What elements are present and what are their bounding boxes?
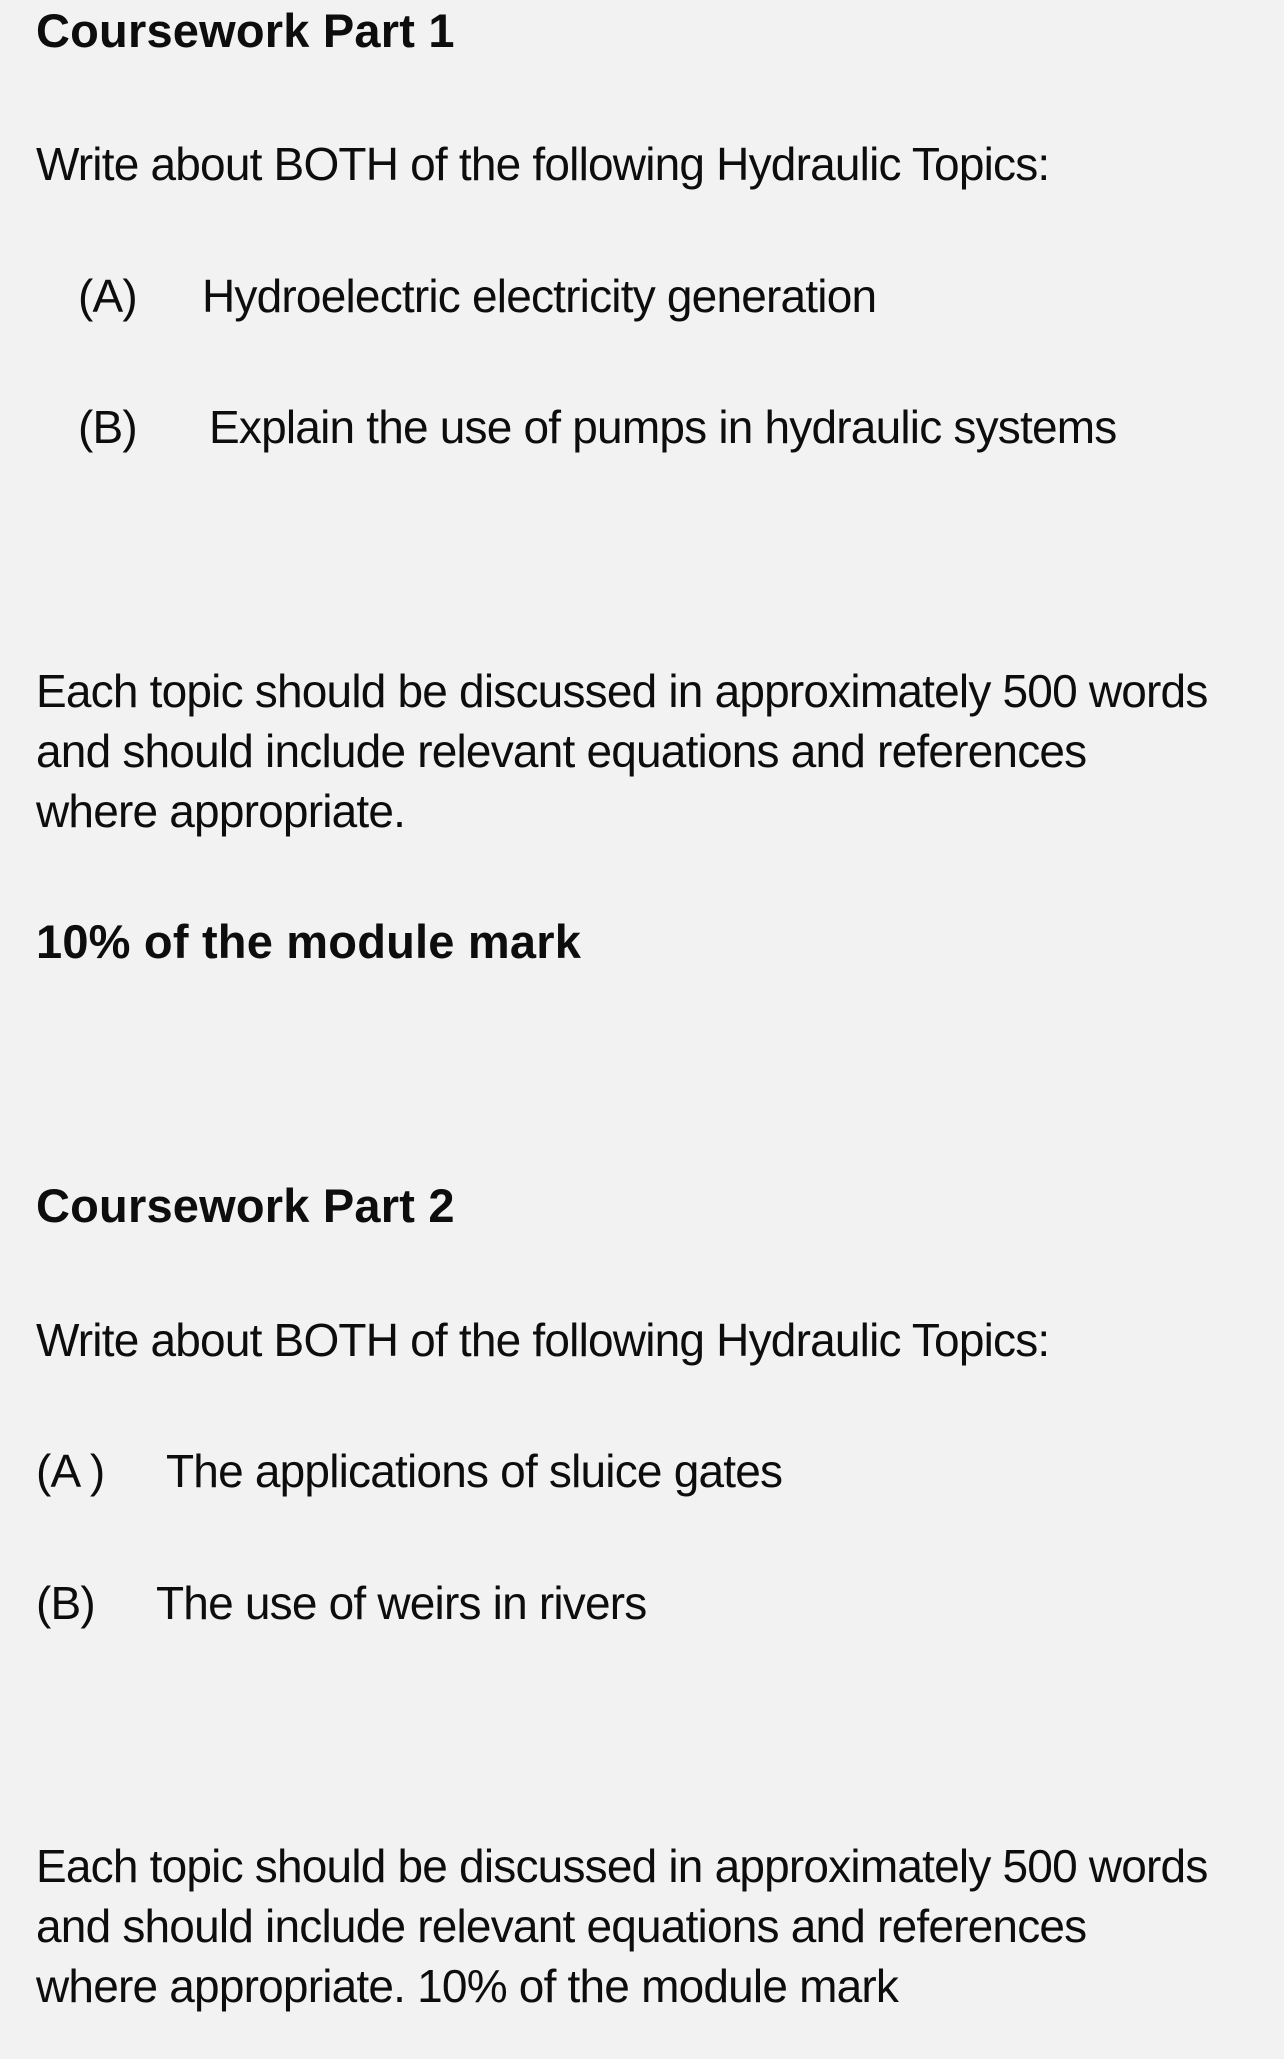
part2-instructions-line-1: Each topic should be discussed in approximately 500 words (36, 1840, 1208, 1892)
part2-instructions (36, 1836, 1266, 2016)
part2-intro: Write about BOTH of the following Hydraulic Topics: (36, 1314, 1050, 1366)
part1-item-a-text: Hydroelectric electricity generation (202, 270, 877, 322)
part2-title: Coursework Part 2 (36, 1179, 455, 1232)
part1-instructions-line-1: Each topic should be discussed in approximately 500 words (36, 665, 1208, 717)
part2-instructions-line-3: where appropriate. 10% of the module mark (36, 1960, 899, 2012)
part2-item-b-marker: (B) (36, 1577, 95, 1629)
part1-item-b-text: Explain the use of pumps in hydraulic systems (209, 401, 1117, 453)
part2-item-a-marker: (A ) (36, 1445, 105, 1497)
part1-instructions-line-2: and should include relevant equations and references (36, 725, 1087, 777)
part1-instructions (36, 661, 1266, 841)
part1-instructions-line-3: where appropriate. (36, 785, 406, 837)
part2-item-b-text: The use of weirs in rivers (156, 1577, 647, 1629)
part1-item-b-marker: (B) (78, 401, 137, 453)
part2-instructions-line-2: and should include relevant equations and references (36, 1900, 1087, 1952)
part1-title: Coursework Part 1 (36, 4, 455, 57)
part1-item-a-marker: (A) (78, 270, 137, 322)
part1-mark-note: 10% of the module mark (36, 915, 582, 968)
part1-intro: Write about BOTH of the following Hydraulic Topics: (36, 138, 1050, 190)
part2-item-a-text: The applications of sluice gates (166, 1445, 783, 1497)
